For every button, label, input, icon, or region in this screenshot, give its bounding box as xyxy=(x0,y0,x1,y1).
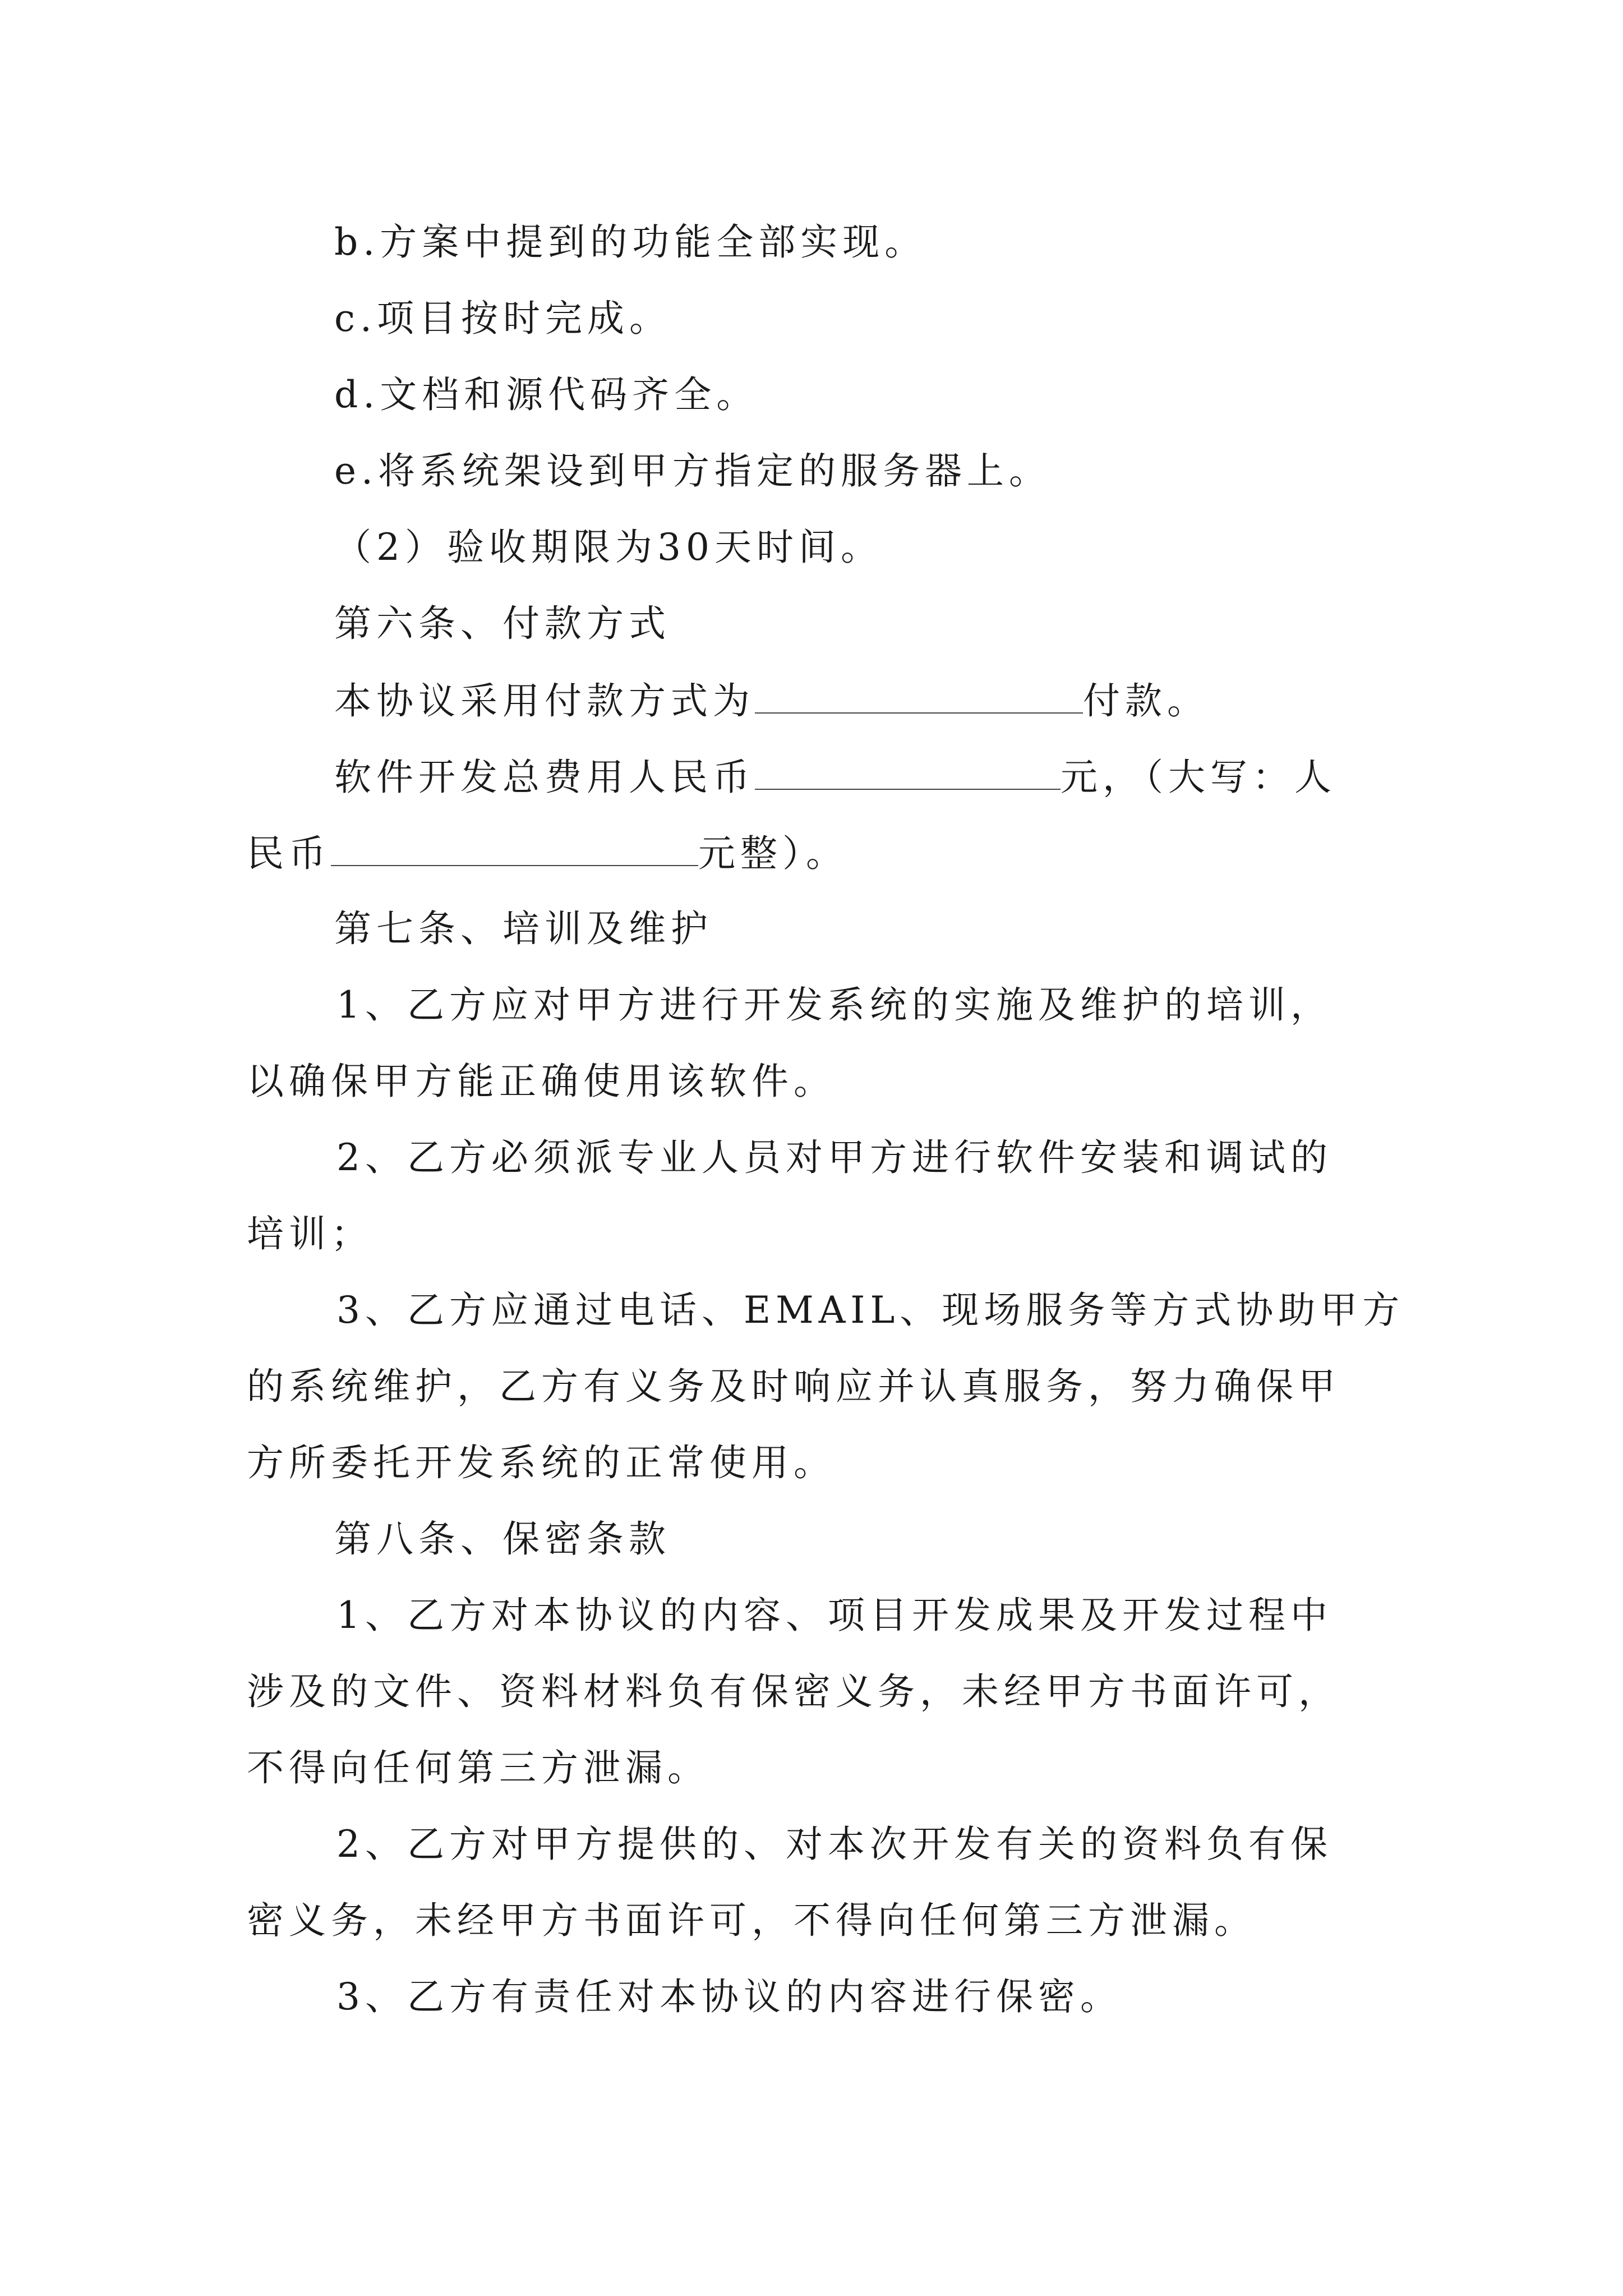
acceptance-period: （2）验收期限为30天时间。 xyxy=(334,526,883,569)
uppercase-amount-blank[interactable] xyxy=(331,830,698,866)
article-7-heading: 第七条、培训及维护 xyxy=(334,907,713,950)
confidentiality-clause-1-cont-1: 涉及的文件、资料材料负有保密义务，未经甲方书面许可， xyxy=(247,1670,1340,1713)
confidentiality-clause-2-cont: 密义务，未经甲方书面许可，不得向任何第三方泄漏。 xyxy=(247,1899,1256,1942)
article-8-heading: 第八条、保密条款 xyxy=(334,1517,671,1561)
total-fee-uppercase-line xyxy=(247,830,1408,875)
acceptance-item-d: d.文档和源代码齐全。 xyxy=(334,373,759,416)
uppercase-label: 民币 xyxy=(247,832,331,875)
confidentiality-clause-2: 2、乙方对甲方提供的、对本次开发有关的资料负有保 xyxy=(336,1823,1332,1866)
acceptance-item-c: c.项目按时完成。 xyxy=(334,297,671,340)
acceptance-item-e: e.将系统架设到甲方指定的服务器上。 xyxy=(334,449,1052,493)
total-fee-label: 软件开发总费用人民币 xyxy=(334,756,755,799)
payment-method-label: 本协议采用付款方式为 xyxy=(334,679,755,723)
training-clause-2: 2、乙方必须派专业人员对甲方进行软件安装和调试的 xyxy=(336,1136,1332,1179)
confidentiality-clause-1-cont-2: 不得向任何第三方泄漏。 xyxy=(247,1746,709,1789)
confidentiality-clause-1: 1、乙方对本协议的内容、项目开发成果及开发过程中 xyxy=(336,1594,1332,1637)
payment-method-blank[interactable] xyxy=(755,678,1083,714)
total-fee-line xyxy=(334,754,1495,799)
article-6-heading: 第六条、付款方式 xyxy=(334,602,671,645)
training-clause-3-cont-2: 方所委托开发系统的正常使用。 xyxy=(247,1441,836,1484)
training-clause-2-cont: 培训； xyxy=(247,1212,373,1255)
acceptance-item-b: b.方案中提到的功能全部实现。 xyxy=(334,220,927,264)
training-clause-3-cont-1: 的系统维护，乙方有义务及时响应并认真服务，努力确保甲 xyxy=(247,1365,1340,1408)
confidentiality-clause-3: 3、乙方有责任对本协议的内容进行保密。 xyxy=(336,1975,1122,2018)
uppercase-suffix: 元整）。 xyxy=(698,832,848,875)
payment-method-line xyxy=(334,678,1495,723)
training-clause-1-cont: 以确保甲方能正确使用该软件。 xyxy=(247,1060,836,1103)
training-clause-3: 3、乙方应通过电话、EMAIL、现场服务等方式协助甲方 xyxy=(336,1289,1405,1332)
total-fee-blank[interactable] xyxy=(755,754,1061,790)
payment-method-suffix: 付款。 xyxy=(1083,679,1209,723)
training-clause-1: 1、乙方应对甲方进行开发系统的实施及维护的培训， xyxy=(336,983,1332,1027)
total-fee-suffix: 元，（大写：人 xyxy=(1061,756,1336,799)
